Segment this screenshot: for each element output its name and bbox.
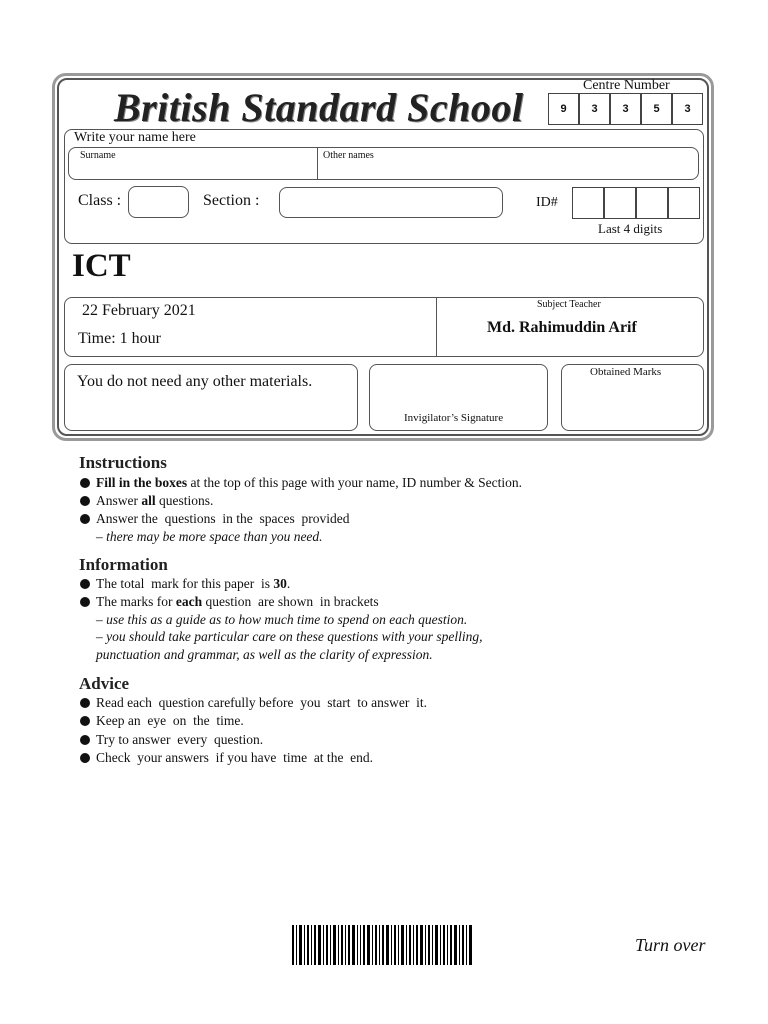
- name-field[interactable]: [68, 147, 699, 180]
- instruction-text: Answer the questions in the spaces provided: [96, 511, 350, 526]
- information-note: – use this as a guide as to how much time to spend on each question.: [96, 612, 468, 627]
- instruction-text: questions.: [155, 493, 214, 508]
- subject-teacher-label: Subject Teacher: [537, 299, 601, 310]
- bullet-icon: [80, 478, 90, 488]
- information-item: [80, 576, 290, 592]
- invigilator-label: Invigilator’s Signature: [404, 412, 504, 424]
- school-name: British Standard School: [114, 85, 524, 130]
- advice-text: Keep an eye on the time.: [96, 713, 244, 728]
- subject-title: ICT: [72, 248, 131, 284]
- barcode-icon: [292, 925, 472, 965]
- advice-item: [80, 695, 427, 711]
- information-note: – you should take particular care on these questions with your spelling,: [96, 629, 483, 644]
- instruction-item: [80, 475, 522, 491]
- advice-text: Try to answer every question.: [96, 732, 264, 747]
- instructions-heading: Instructions: [79, 453, 167, 472]
- class-label: Class :: [78, 192, 122, 209]
- bullet-icon: [80, 579, 90, 589]
- advice-item: [80, 750, 373, 766]
- advice-item: [80, 713, 244, 729]
- instruction-text: at the top of this page with your name, ID number & Section.: [187, 475, 522, 490]
- write-name-label: Write your name here: [74, 130, 196, 145]
- exam-time: Time: 1 hour: [78, 330, 161, 347]
- obtained-marks-label: Obtained Marks: [590, 366, 662, 378]
- centre-digit: 3: [579, 93, 610, 125]
- exam-info-divider: [436, 298, 437, 356]
- bullet-icon: [80, 698, 90, 708]
- last4-label: Last 4 digits: [598, 221, 663, 236]
- instruction-text: Answer: [96, 493, 142, 508]
- turn-over-label: Turn over: [635, 935, 706, 955]
- bullet-icon: [80, 597, 90, 607]
- bullet-icon: [80, 753, 90, 763]
- information-heading: Information: [79, 555, 168, 574]
- centre-number-label: Centre Number: [583, 78, 670, 93]
- total-mark: 30: [273, 576, 287, 591]
- id-digit-box[interactable]: [668, 187, 700, 219]
- advice-text: Read each question carefully before you start to answer it.: [96, 695, 428, 710]
- name-divider: [317, 148, 318, 179]
- class-input[interactable]: [128, 186, 189, 218]
- bullet-icon: [80, 496, 90, 506]
- information-text: question are shown in brackets: [202, 594, 379, 609]
- bullet-icon: [80, 735, 90, 745]
- information-bold: each: [175, 594, 203, 609]
- centre-digit: 9: [548, 93, 579, 125]
- advice-heading: Advice: [79, 674, 130, 693]
- information-item: [80, 594, 379, 610]
- information-note: punctuation and grammar, as well as the clarity of expression.: [96, 647, 433, 662]
- exam-date: 22 February 2021: [82, 302, 196, 319]
- instruction-item: [80, 493, 213, 509]
- id-label: ID#: [536, 195, 558, 210]
- id-digit-box[interactable]: [636, 187, 668, 219]
- centre-digit: 5: [641, 93, 672, 125]
- subject-teacher-name: Md. Rahimuddin Arif: [487, 319, 637, 336]
- bullet-icon: [80, 514, 90, 524]
- id-digit-box[interactable]: [604, 187, 636, 219]
- id-digit-box[interactable]: [572, 187, 604, 219]
- instruction-note: – there may be more space than you need.: [96, 529, 323, 544]
- centre-digit: 3: [672, 93, 703, 125]
- advice-item: [80, 732, 263, 748]
- information-text: The total mark for this paper is: [96, 576, 274, 591]
- other-names-label: Other names: [323, 150, 374, 161]
- materials-text: You do not need any other materials.: [77, 373, 313, 390]
- instruction-bold: all: [141, 493, 156, 508]
- surname-label: Surname: [80, 150, 116, 161]
- advice-text: Check your answers if you have time at the end.: [96, 750, 374, 765]
- bullet-icon: [80, 716, 90, 726]
- centre-digit: 3: [610, 93, 641, 125]
- section-input[interactable]: [279, 187, 503, 218]
- information-text: .: [286, 576, 291, 591]
- information-text: The marks for: [96, 594, 176, 609]
- section-label: Section :: [203, 192, 260, 209]
- instruction-bold: Fill in the boxes: [96, 475, 188, 490]
- instruction-item: [80, 511, 349, 527]
